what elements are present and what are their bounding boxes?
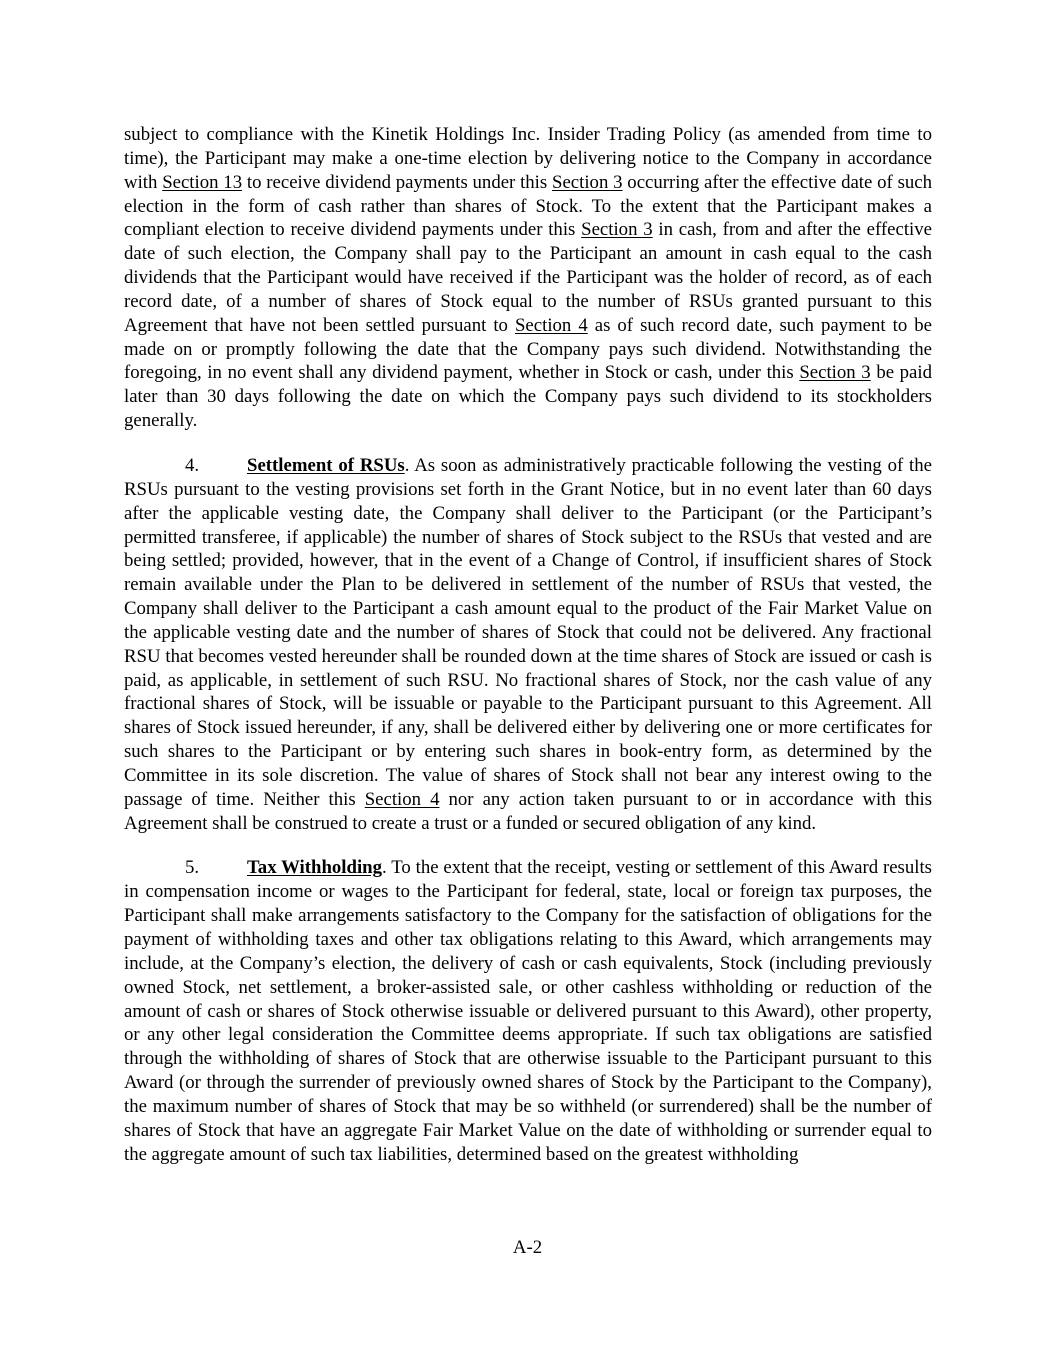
text-run: occurring after the effective date of such election in the form of cash rather than shares of Stock. To the extent that the Participant makes a compliant election to receive dividend payments under this xyxy=(124,171,932,241)
section-reference: Section 13 xyxy=(162,171,243,193)
document-page xyxy=(124,123,932,1166)
text-run: . To the extent that the receipt, vesting or settlement of this Award results in compensation income or wages to the Participant for federal, state, local or foreign tax purposes, the Participant shall make arrangements satisfactory to the Company for the satisfaction of obligations for the payment of withholding taxes and other tax obligations relating to this Award, which arrangements may include, at the Company’s election, the delivery of cash or cash equivalents, Stock (including previously owned Stock, net settlement, a broker-assisted sale, or other cashless withholding or reduction of the amount of cash or shares of Stock otherwise issuable or delivered pursuant to this Award), other property, or any other legal consideration the Committee deems appropriate. If such tax obligations are satisfied through the withholding of shares of Stock that are otherwise issuable to the Participant pursuant to this Award (or through the surrender of previously owned shares of Stock by the Participant to the Company), the maximum number of shares of Stock that may be so withheld (or surrendered) shall be the number of shares of Stock that have an aggregate Fair Market Value on the date of withholding or surrender equal to the aggregate amount of such tax liabilities, determined based on the greatest withholding xyxy=(124,857,932,1165)
text-run: be paid later than 30 days following the date on which the Company pays such dividend to its stockholders generally. xyxy=(124,362,933,432)
section-4-paragraph xyxy=(124,454,932,836)
text-run: nor any action taken pursuant to or in accordance with this Agreement shall be construed to create a trust or a funded or secured obligation of any kind. xyxy=(124,788,933,834)
text-run: as of such record date, such payment to be made on or promptly following the date that the Company pays such dividend. Notwithstanding the foregoing, in no event shall any dividend payment, whether in Stock or cash, under this xyxy=(124,314,932,384)
section-reference: Section 3 xyxy=(581,219,653,241)
section-reference: Section 3 xyxy=(552,171,623,193)
text-run: subject to compliance with the Kinetik Holdings Inc. Insider Trading Policy (as amended from time to time), the Participant may make a one-time election by delivering notice to the Company in accordance with xyxy=(124,124,932,193)
section-heading: Settlement of RSUs xyxy=(247,454,405,476)
text-run: . As soon as administratively practicable following the vesting of the RSUs pursuant to the vesting provisions set forth in the Grant Notice, but in no event later than 60 days after the applicable vesting date, the Company shall deliver to the Participant (or the Participant’s permitted transferee, if applicable) the number of shares of Stock subject to the RSUs that vested and are being settled; provided, however, that in the event of a Change of Control, if insufficient shares of Stock remain available under the Plan to be delivered in settlement of the number of RSUs that vested, the Company shall deliver to the Participant a cash amount equal to the product of the Fair Market Value on the applicable vesting date and the number of shares of Stock that could not be delivered. Any fractional RSU that becomes vested hereunder shall be rounded down at the time shares of Stock are issued or cash is paid, as applicable, in settlement of such RSU. No fractional shares of Stock, nor the cash value of any fractional shares of Stock, will be issuable or payable to the Participant pursuant to this Agreement. All shares of Stock issued hereunder, if any, shall be delivered either by delivering one or more certificates for such shares to the Participant or by entering such shares in book-entry form, as determined by the Committee in its sole discretion. The value of shares of Stock shall not bear any interest owing to the passage of time. Neither this xyxy=(124,454,932,810)
text-run: in cash, from and after the effective date of such election, the Company shall pay to the Participant an amount in cash equal to the cash dividends that the Participant would have received if the Participant was the holder of record, as of each record date, of a number of shares of Stock equal to the number of RSUs granted pursuant to this Agreement that have not been settled pursuant to xyxy=(124,219,932,336)
section-reference: Section 3 xyxy=(799,362,871,384)
section-5-paragraph xyxy=(124,856,932,1166)
section-heading: Tax Withholding xyxy=(247,857,383,879)
text-run: to receive dividend payments under this xyxy=(242,171,552,193)
section-reference: Section 4 xyxy=(364,788,440,810)
page-number: A-2 xyxy=(512,1237,543,1258)
section-reference: Section 4 xyxy=(514,314,588,336)
section-number: 5. xyxy=(185,857,200,879)
section-number: 4. xyxy=(185,454,200,476)
dividend-paragraph xyxy=(124,123,932,433)
